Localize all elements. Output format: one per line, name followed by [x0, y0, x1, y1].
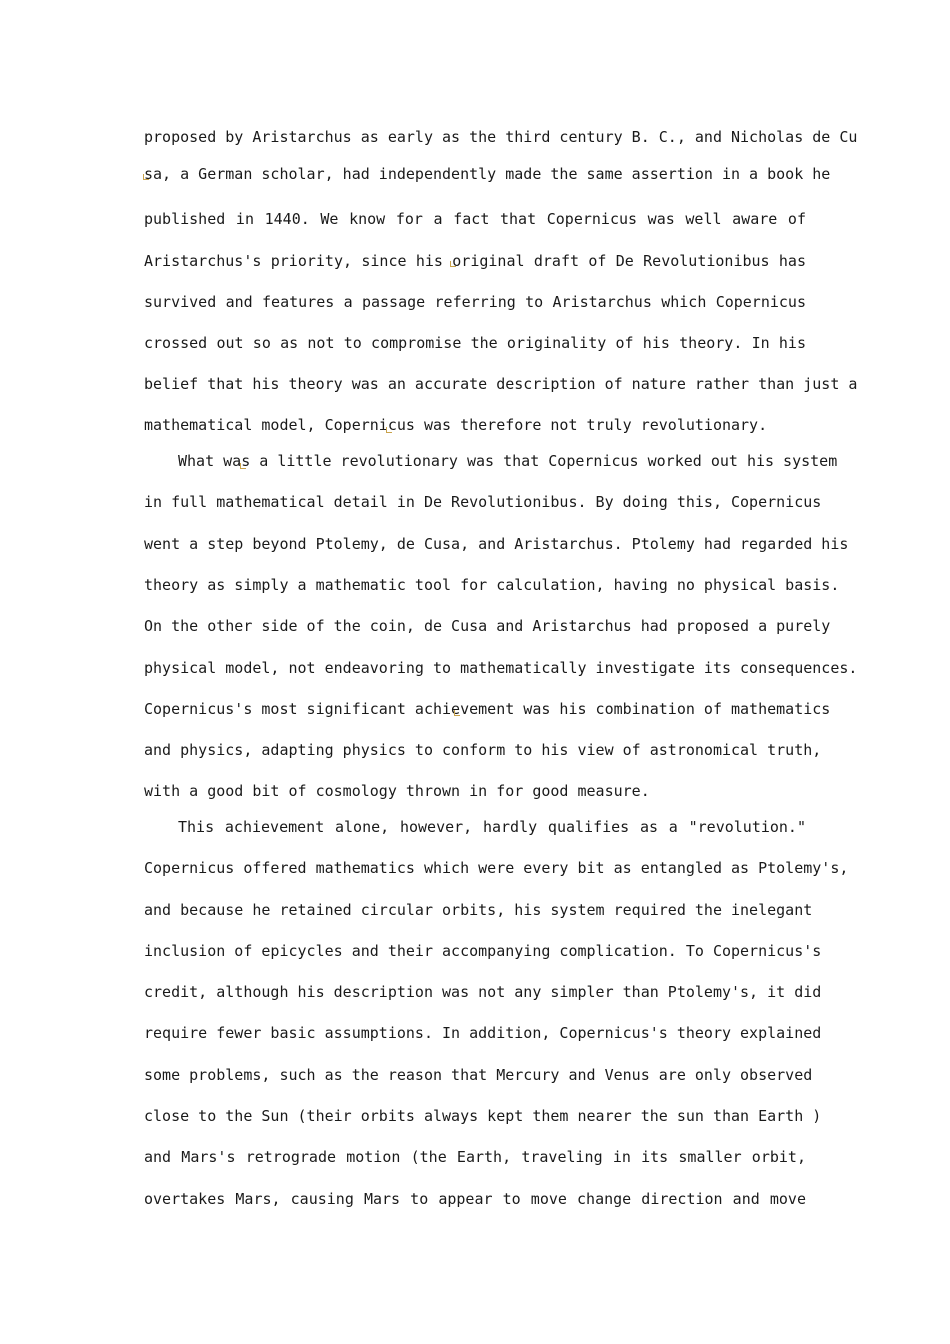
text-line: On the other side of the coin, de Cusa and Aristarchus had proposed a purely — [144, 617, 831, 635]
edit-mark-icon — [386, 427, 392, 433]
edit-mark-icon — [450, 261, 456, 267]
text-line: inclusion of epicycles and their accompanying complication. To Copernicus's — [144, 942, 822, 960]
text-line: What was a little revolutionary was that Copernicus worked out his system — [178, 452, 838, 470]
text-line: theory as simply a mathematic tool for calculation, having no physical basis. — [144, 576, 840, 594]
text-line: in full mathematical detail in De Revolutionibus. By doing this, Copernicus — [144, 493, 822, 511]
text-line: Copernicus offered mathematics which were every bit as entangled as Ptolemy's, — [144, 859, 849, 877]
text-line: and because he retained circular orbits, his system required the inelegant — [144, 901, 813, 919]
text-line: overtakes Mars, causing Mars to appear to move change direction and move — [144, 1190, 806, 1208]
text-line: sa, a German scholar, had independently made the same assertion in a book he — [144, 165, 831, 183]
text-line: proposed by Aristarchus as early as the third century B. C., and Nicholas de Cu — [144, 128, 858, 146]
edit-mark-icon — [143, 174, 149, 180]
text-line: crossed out so as not to compromise the originality of his theory. In his — [144, 334, 806, 352]
text-line: and physics, adapting physics to conform to his view of astronomical truth, — [144, 741, 822, 759]
text-line: require fewer basic assumptions. In addition, Copernicus's theory explained — [144, 1024, 822, 1042]
text-line: Copernicus's most significant achievement was his combination of mathematics — [144, 700, 831, 718]
text-line: survived and features a passage referring to Aristarchus which Copernicus — [144, 293, 806, 311]
text-line: credit, although his description was not any simpler than Ptolemy's, it did — [144, 983, 822, 1001]
text-line: Aristarchus's priority, since his original draft of De Revolutionibus has — [144, 252, 806, 270]
edit-mark-icon — [454, 710, 460, 716]
text-line: published in 1440. We know for a fact that Copernicus was well aware of — [144, 210, 806, 228]
text-line: close to the Sun (their orbits always kept them nearer the sun than Earth ) — [144, 1107, 822, 1125]
text-line: some problems, such as the reason that Mercury and Venus are only observed — [144, 1066, 813, 1084]
edit-mark-icon — [240, 463, 246, 469]
text-line: This achievement alone, however, hardly qualifies as a "revolution." — [178, 818, 806, 836]
text-line: belief that his theory was an accurate description of nature rather than just a — [144, 375, 858, 393]
text-line: physical model, not endeavoring to mathematically investigate its consequences. — [144, 659, 858, 677]
text-line: with a good bit of cosmology thrown in for good measure. — [144, 782, 650, 800]
text-line: went a step beyond Ptolemy, de Cusa, and Aristarchus. Ptolemy had regarded his — [144, 535, 849, 553]
text-line: and Mars's retrograde motion (the Earth, traveling in its smaller orbit, — [144, 1148, 806, 1166]
text-line: mathematical model, Copernicus was therefore not truly revolutionary. — [144, 416, 768, 434]
